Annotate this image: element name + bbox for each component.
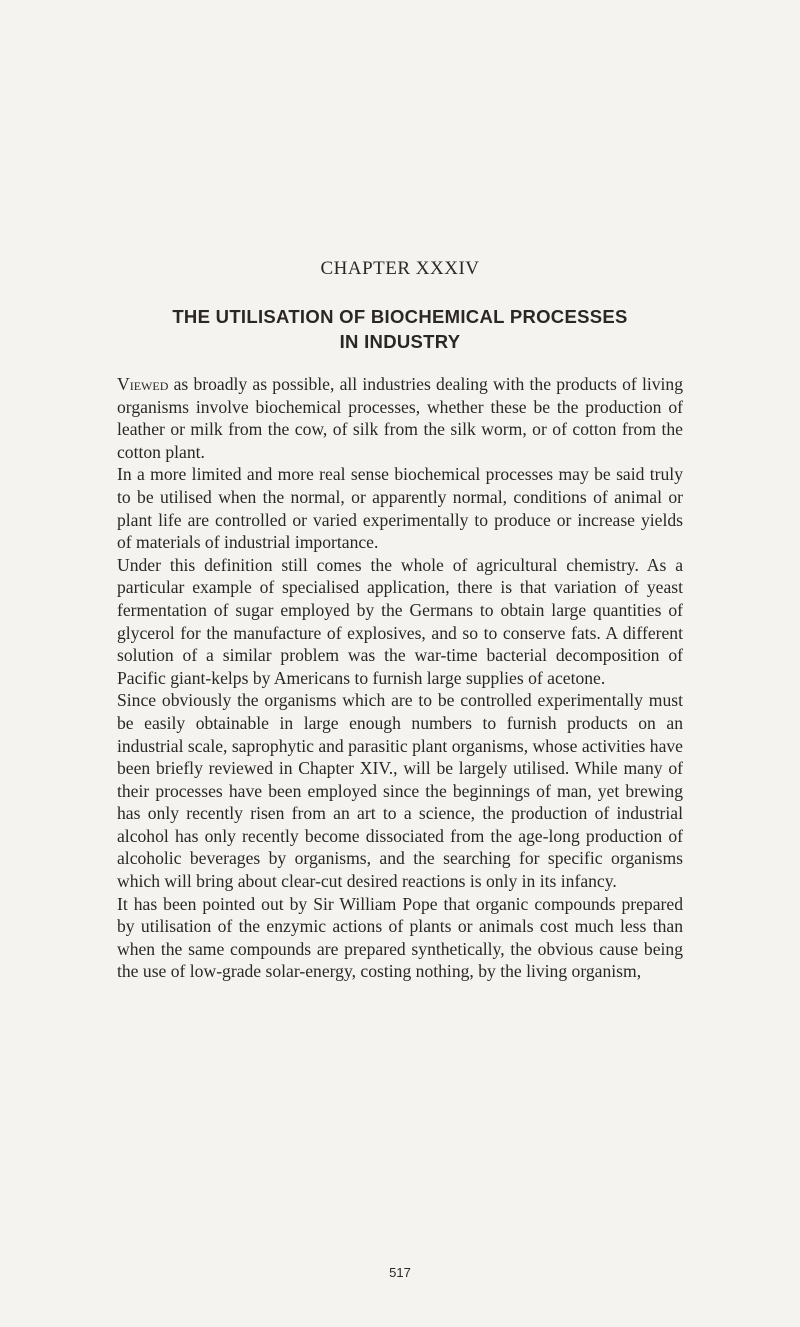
paragraph-1-text: as broadly as possible, all industries dealing with the products of living organisms involve biochemical processes, whether these be the production of leather or milk from the cow, of silk from the silk worm, or of cotton from the cotton plant. (117, 374, 683, 462)
paragraph-4: Since obviously the organisms which are to be controlled experimentally must be easily obtainable in large enough numbers to furnish products on an industrial scale, saprophytic and parasitic plant organisms, whose activities have been briefly reviewed in Chapter XIV., will be largely utilised. While many of their processes have been employed since the beginnings of man, yet brewing has only recently risen from an art to a science, the production of industrial alcohol has only recently become dissociated from the age-long production of alcoholic beverages by organisms, and the searching for specific organisms which will bring about clear-cut desired reactions is only in its infancy. (117, 690, 683, 892)
paragraph-1 (117, 373, 683, 463)
paragraph-5: It has been pointed out by Sir William Pope that organic compounds prepared by utilisation of the enzymic actions of plants or animals cost much less than when the same compounds are prepared synthetically, the obvious cause being the use of low-grade solar-energy, costing nothing, by the living organism, (117, 893, 683, 982)
chapter-title (0, 304, 800, 354)
body-text (117, 373, 683, 983)
page-number: 517 (389, 1265, 411, 1280)
paragraph-3: Under this definition still comes the whole of agricultural chemistry. As a particular example of specialised application, there is that variation of yeast fermentation of sugar employed by the Germans to obtain large quantities of glycerol for the manufacture of explosives, and so to conserve fats. A different solution of a similar problem was the war-time bacterial decomposition of Pacific giant-kelps by Americans to furnish large supplies of acetone. (117, 554, 683, 688)
chapter-heading: CHAPTER XXXIV (320, 258, 480, 279)
chapter-title-line-2: IN INDUSTRY (339, 331, 461, 352)
paragraph-2: In a more limited and more real sense biochemical processes may be said truly to be utilised when the normal, or apparently normal, conditions of animal or plant life are controlled or varied experimentally to produce or increase yields of materials of industrial importance. (117, 464, 683, 553)
paragraph-lead-word: Viewed (117, 374, 169, 394)
chapter-title-line-1: THE UTILISATION OF BIOCHEMICAL PROCESSES (172, 306, 628, 327)
